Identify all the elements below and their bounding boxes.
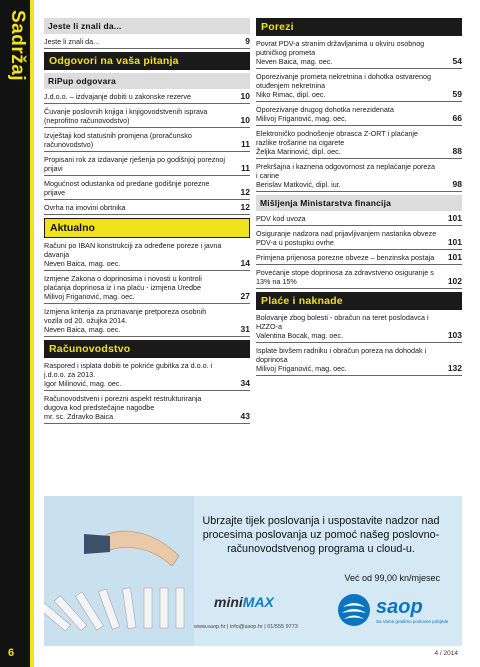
toc-entry-page: 11 <box>241 163 250 173</box>
page-number: 6 <box>8 647 15 659</box>
toc-entry-title: Ovrha na imovini obrtnika <box>44 203 126 212</box>
toc-entry[interactable] <box>256 226 462 250</box>
toc-entry-page: 10 <box>240 91 250 101</box>
toc-entry[interactable] <box>256 126 462 159</box>
toc-entry-page: 27 <box>240 291 250 301</box>
toc-entry-page: 43 <box>240 411 250 421</box>
toc-entry-page: 12 <box>240 202 250 212</box>
toc-entry-page: 102 <box>447 276 462 286</box>
toc-entry-author: Željka Marinović, dipl. oec. <box>256 147 341 156</box>
toc-entry-author: Milivoj Friganović, mag. oec. <box>256 114 347 123</box>
toc-entry-title: Jeste li znali da... <box>44 37 100 46</box>
toc-entry-title: Bolovanje zbog bolesti - obračun na teret poslodavca i HZZO-a <box>256 313 429 331</box>
toc-entry-title: PDV kod uvoza <box>256 214 306 223</box>
toc-entry-author: Igor Milinović, mag. oec. <box>44 379 122 388</box>
issue-number: 4 / 2014 <box>434 650 458 657</box>
toc-entry-page: 11 <box>241 139 250 149</box>
toc-entry-title: Osiguranje nadzora nad prijavljivanjem nastanka obveze PDV-a u postupku ovrhe <box>256 229 437 247</box>
toc-entry-author: Berislav Matković, dipl. iur. <box>256 180 341 189</box>
toc-entry[interactable] <box>256 265 462 289</box>
toc-entry-title: Isplate bivšem radniku i obračun poreza na dohodak i doprinosa <box>256 346 427 364</box>
toc-entry-title: Izmjene Zakona o doprinosima i novosti u kontroli plaćanja doprinosa iz i na plaću - izmjena Uredbe <box>44 274 202 292</box>
toc-entry-title: Izmjena kriterija za priznavanje pretporeza osobnih vozila od 20. ožujka 2014. <box>44 307 207 325</box>
toc-entry[interactable] <box>44 358 250 391</box>
toc-entry-page: 101 <box>447 213 462 223</box>
toc-entry-author: Valentina Bocak, mag. oec. <box>256 331 343 340</box>
toc-entry-page: 31 <box>240 324 250 334</box>
toc-entry-title: Čuvanje poslovnih knjiga i knjigovodstvenih isprava (neprofitno računovodstvo) <box>44 107 208 125</box>
toc-entry-page: 14 <box>240 258 250 268</box>
toc-entry-author: Niko Rimac, dipl. oec. <box>256 90 326 99</box>
toc-entry-author: mr. sc. Zdravko Baica <box>44 412 114 421</box>
ad-price: Već od 99,00 kn/mjesec <box>344 573 440 583</box>
accent-bar <box>30 0 34 667</box>
toc-entry-title: Propisani rok za izdavanje rješenja po godišnjoj poreznoj prijavi <box>44 155 225 173</box>
dominoes-illustration <box>44 496 194 646</box>
minimax-logo: miniMAX <box>214 594 274 610</box>
toc-entry[interactable] <box>44 152 250 176</box>
toc-entry-page: 66 <box>452 113 462 123</box>
ad-headline: Ubrzajte tijek poslovanja i uspostavite nadzor nad procesima poslovanja uz pomoć našeg poslovno-računovodstvenog programa u cloud-u. <box>202 515 440 555</box>
section-misljenja: Mišljenja Ministarstva financija <box>256 195 462 211</box>
toc-entry[interactable] <box>44 271 250 304</box>
toc-entry[interactable] <box>44 128 250 152</box>
toc-entry[interactable] <box>44 104 250 128</box>
section-place: Plaće i naknade <box>256 292 462 310</box>
toc-entry-author: Milivoj Friganović, mag. oec. <box>256 364 347 373</box>
toc-entry[interactable] <box>256 343 462 376</box>
section-jeste-li-znali: Jeste li znali da... <box>44 18 250 34</box>
toc-entry[interactable] <box>256 211 462 226</box>
toc-entry-page: 132 <box>447 363 462 373</box>
toc-entry-page: 10 <box>240 115 250 125</box>
ad-contact-line: www.saop.hr | info@saop.hr | 01/555 9773 <box>194 624 298 630</box>
section-aktualno: Aktualno <box>44 218 250 238</box>
saop-emblem-icon <box>336 592 372 628</box>
toc-entry[interactable] <box>256 36 462 69</box>
toc-entry[interactable] <box>44 176 250 200</box>
section-odgovori: Odgovori na vaša pitanja <box>44 52 250 70</box>
toc-entry-page: 88 <box>452 146 462 156</box>
saop-logo: saop Sa Vama gradimo poslovne pobjede <box>336 592 372 633</box>
toc-entry-title: Oporezivanje prometa nekretnina i dohotka ostvarenog otuđenjem nekretnina <box>256 72 432 90</box>
section-ripup: RiPup odgovara <box>44 73 250 89</box>
toc-entry-title: Računi po IBAN konstrukciji za određene poreze i javna davanja <box>44 241 222 259</box>
saop-advertisement[interactable] <box>44 496 462 646</box>
toc-entry[interactable] <box>256 310 462 343</box>
toc-entry[interactable] <box>256 102 462 126</box>
toc-entry-title: Mogućnost odustanka od predane godišnje porezne prijave <box>44 179 210 197</box>
left-strip <box>0 0 30 667</box>
toc-entry-author: Milivoj Friganović, mag. oec. <box>44 292 135 301</box>
toc-entry-title: Prekršajna i kaznena odgovornost za neplaćanje poreza i carine <box>256 162 436 180</box>
section-porezi: Porezi <box>256 18 462 36</box>
right-column <box>256 18 462 376</box>
toc-entry[interactable] <box>256 69 462 102</box>
toc-entry-page: 54 <box>452 56 462 66</box>
toc-entry-title: Izvještaji kod statusnih promjena (proračunsko računovodstvo) <box>44 131 192 149</box>
toc-entry-page: 101 <box>447 237 462 247</box>
toc-entry-author: Neven Baica, mag. oec. <box>44 325 121 334</box>
contents-title: Sadržaj <box>7 10 28 82</box>
toc-entry-page: 59 <box>452 89 462 99</box>
toc-entry-author: Neven Baica, mag. oec. <box>44 259 121 268</box>
toc-entry-page: 98 <box>452 179 462 189</box>
toc-entry-title: Računovodstveni i porezni aspekt restrukturiranja dugova kod predstečajne nagodbe <box>44 394 202 412</box>
toc-entry-title: Primjena prijenosa porezne obveze – benzinska postaja <box>256 253 435 262</box>
toc-entry[interactable] <box>44 89 250 104</box>
left-column <box>44 18 250 424</box>
toc-entry-title: Povrat PDV-a stranim državljanima u okviru osobnog putničkog prometa <box>256 39 425 57</box>
toc-entry[interactable] <box>44 304 250 337</box>
toc-entry[interactable] <box>44 200 250 215</box>
toc-entry[interactable] <box>44 391 250 424</box>
toc-entry[interactable] <box>256 250 462 265</box>
toc-entry-title: Raspored i isplata dobiti te pokriće gubitka za d.o.o. i j.d.o.o. za 2013. <box>44 361 213 379</box>
toc-entry[interactable] <box>44 34 250 49</box>
toc-entry-page: 34 <box>240 378 250 388</box>
toc-entry-page: 12 <box>240 187 250 197</box>
toc-entry[interactable] <box>44 238 250 271</box>
toc-entry[interactable] <box>256 159 462 192</box>
toc-entry-page: 103 <box>447 330 462 340</box>
toc-entry-title: J.d.o.o. – izdvajanje dobiti u zakonske rezerve <box>44 92 192 101</box>
toc-entry-title: Oporezivanje drugog dohotka nerezidenata <box>256 105 394 114</box>
toc-entry-title: Povećanje stope doprinosa za zdravstveno osiguranje s 13% na 15% <box>256 268 434 286</box>
toc-entry-page: 101 <box>447 252 462 262</box>
toc-entry-title: Elektroničko podnošenje obrasca Z-ORT i plaćanje razlike trošarine na cigarete <box>256 129 418 147</box>
section-racunovodstvo: Računovodstvo <box>44 340 250 358</box>
toc-entry-author: Neven Baica, mag. oec. <box>256 57 333 66</box>
toc-entry-page: 9 <box>245 36 250 46</box>
